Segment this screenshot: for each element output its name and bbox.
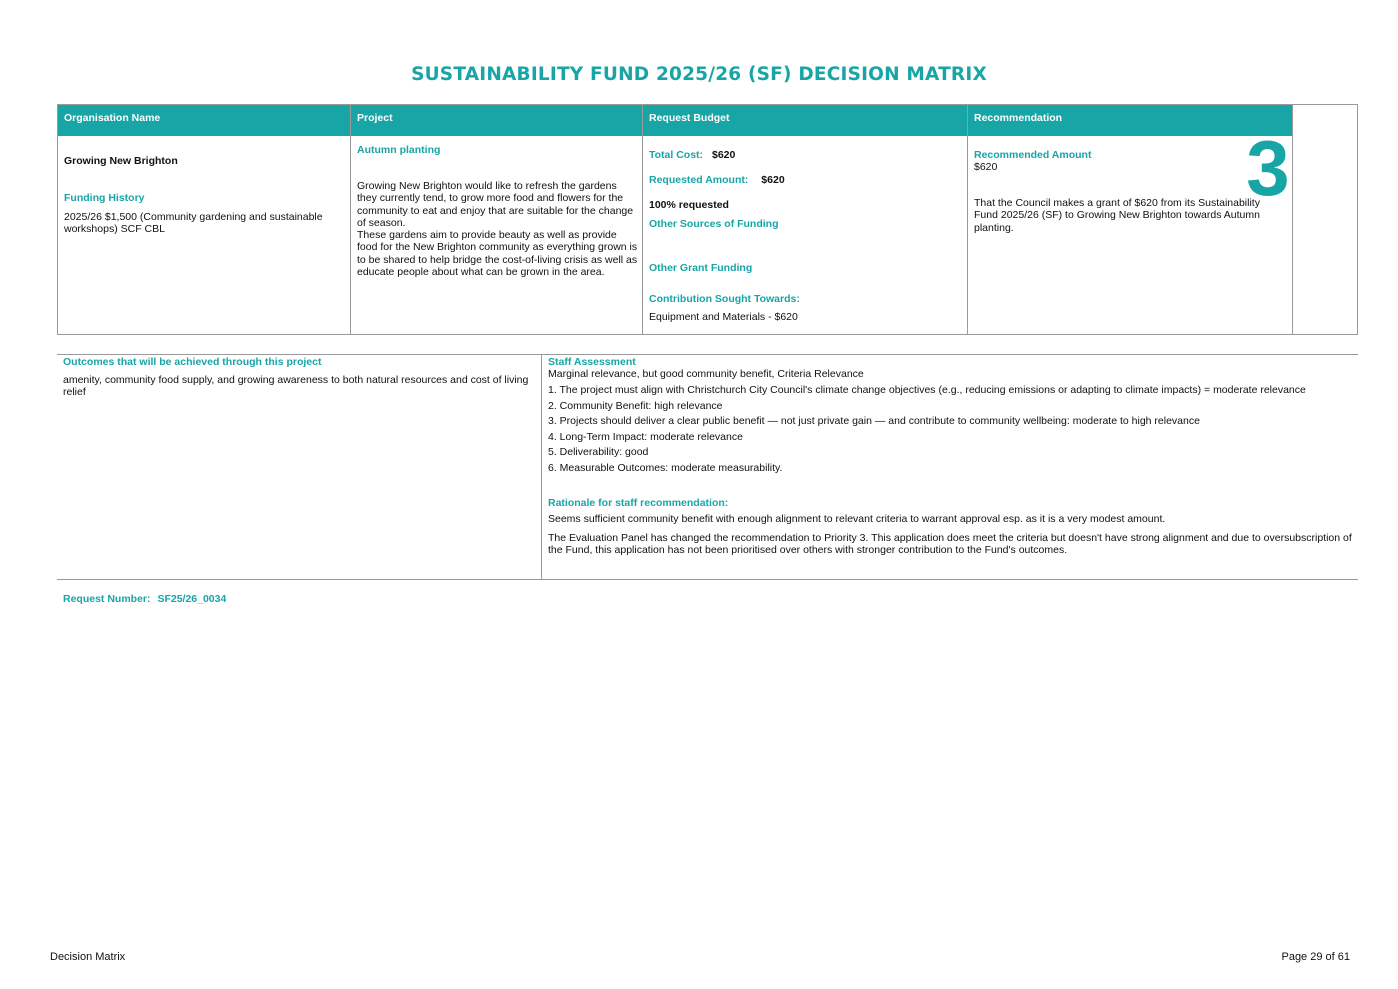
project-header: Project <box>351 105 642 136</box>
criteria-item: 5. Deliverability: good <box>548 446 649 458</box>
funding-history-label: Funding History <box>64 192 145 204</box>
request-number-value: SF25/26_0034 <box>157 593 227 605</box>
rationale-label: Rationale for staff recommendation: <box>548 497 729 509</box>
project-description-1: Growing New Brighton would like to refresh the gardens they currently tend, to grow more food and flowers for the community to eat and enjoy that are suitable for the change of season. <box>357 180 634 229</box>
panel-note: The Evaluation Panel has changed the recommendation to Priority 3. This application does meet the criteria but doesn't have strong alignment and due to oversubscription of the Fund, this application has not been prioritised over others with stronger contribution to the Fund's outcomes. <box>548 532 1352 557</box>
other-sources-label: Other Sources of Funding <box>649 218 779 230</box>
recommendation-header: Recommendation <box>968 105 1292 136</box>
page-number: Page 29 of 61 <box>1281 951 1350 963</box>
budget-header: Request Budget <box>643 105 967 136</box>
outcomes-label: Outcomes that will be achieved through this project <box>63 356 322 368</box>
requested-amount-label: Requested Amount: <box>649 174 749 186</box>
recommended-amount-value: $620 <box>974 161 998 173</box>
total-cost-label: Total Cost: <box>649 149 704 161</box>
percent-requested: 100% requested <box>649 199 729 211</box>
total-cost-value: $620 <box>711 149 736 161</box>
decision-matrix-table <box>57 104 1358 335</box>
criteria-item: 6. Measurable Outcomes: moderate measurability. <box>548 462 783 474</box>
section-divider <box>541 355 542 579</box>
request-number <box>63 593 226 605</box>
footer-left: Decision Matrix <box>50 951 126 963</box>
page-title: SUSTAINABILITY FUND 2025/26 (SF) DECISION MATRIX <box>411 64 987 85</box>
contribution-label: Contribution Sought Towards: <box>649 293 800 305</box>
requested-amount-row <box>649 174 785 186</box>
priority-number: 3 <box>1246 124 1290 212</box>
criteria-item: 1. The project must align with Christchurch City Council's climate change objectives (e.g., reducing emissions or adapting to climate impacts) = moderate relevance <box>548 384 1306 396</box>
recommended-amount-label: Recommended Amount <box>974 149 1092 161</box>
project-name: Autumn planting <box>357 144 441 156</box>
recommendation-text: That the Council makes a grant of $620 from its Sustainability Fund 2025/26 (SF) to Growing New Brighton towards Autumn planting. <box>974 197 1260 234</box>
staff-assessment-summary: Marginal relevance, but good community benefit, Criteria Relevance <box>548 368 864 380</box>
total-cost-row <box>649 149 735 161</box>
requested-amount-value: $620 <box>761 174 785 186</box>
criteria-item: 3. Projects should deliver a clear public benefit — not just private gain — and contribute to community wellbeing: moderate to high relevance <box>548 415 1200 427</box>
assessment-section <box>57 354 1358 580</box>
rationale-text: Seems sufficient community benefit with enough alignment to relevant criteria to warrant approval esp. as it is a very modest amount. <box>548 513 1166 525</box>
organisation-column <box>58 105 351 334</box>
budget-column <box>643 105 968 334</box>
request-number-label: Request Number: <box>63 593 151 605</box>
organisation-name: Growing New Brighton <box>64 155 178 167</box>
criteria-item: 4. Long-Term Impact: moderate relevance <box>548 431 743 443</box>
other-grant-label: Other Grant Funding <box>649 262 753 274</box>
funding-history-text: 2025/26 $1,500 (Community gardening and sustainable workshops) SCF CBL <box>64 211 323 236</box>
project-description-2: These gardens aim to provide beauty as well as provide food for the New Brighton community as everything grown is to be shared to help bridge the cost-of-living crisis as well as educate people about what can be grown in the area. <box>357 229 638 278</box>
project-column <box>351 105 643 334</box>
staff-assessment-label: Staff Assessment <box>548 356 636 368</box>
outcomes-text: amenity, community food supply, and growing awareness to both natural resources and cost of living relief <box>63 374 529 399</box>
criteria-item: 2. Community Benefit: high relevance <box>548 400 723 412</box>
organisation-header: Organisation Name <box>58 105 350 136</box>
contribution-value: Equipment and Materials - $620 <box>649 311 798 323</box>
priority-column <box>1293 105 1358 334</box>
